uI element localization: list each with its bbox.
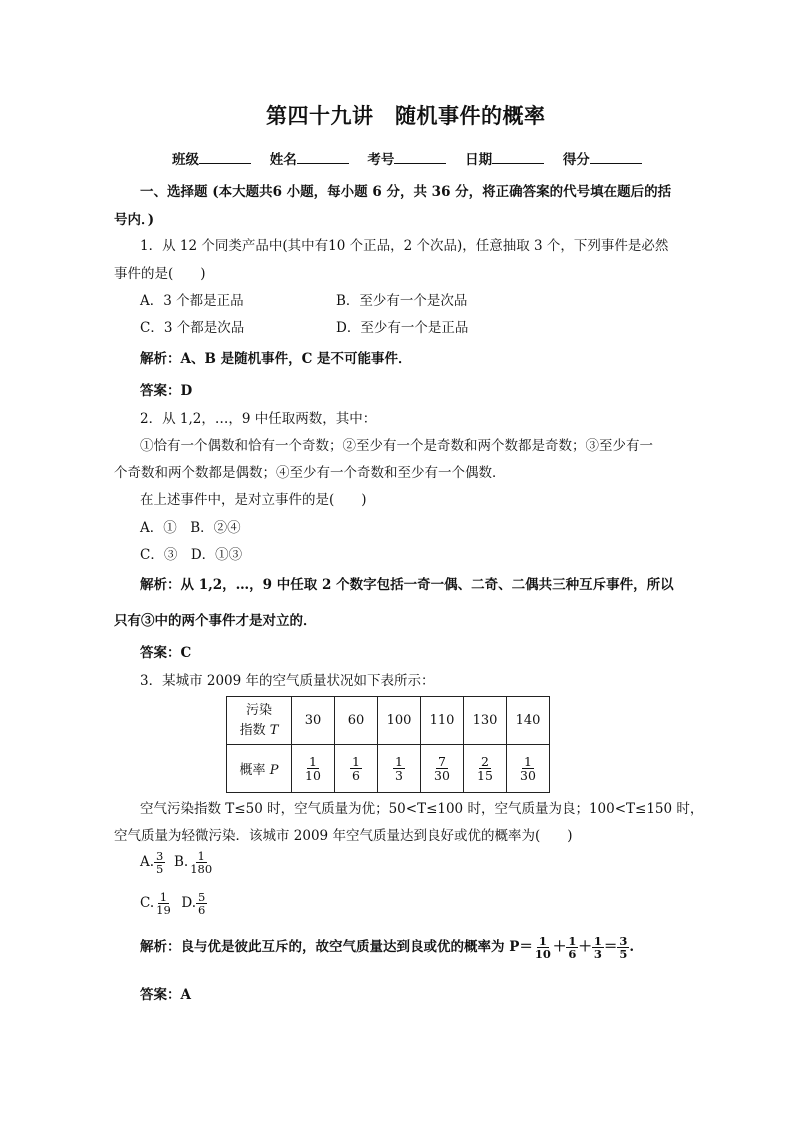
analysis-fraction: $\frac{1}{6}$ bbox=[568, 934, 577, 962]
analysis-fraction: $\frac{1}{3}$ bbox=[593, 934, 602, 962]
q1-option-c: C．3 个都是次品 bbox=[140, 320, 245, 336]
section-header-line1: 一、选择题 (本大题共6 小题，每小题 6 分，共 36 分，将正确答案的代号填在题后的括 bbox=[140, 184, 672, 200]
table-cell-t: 100 bbox=[378, 697, 421, 745]
q3-stem: 3．某城市 2009 年的空气质量状况如下表所示： bbox=[140, 673, 435, 689]
table-header-cell-probability: 概率 P bbox=[227, 745, 292, 793]
q2-line2: 个奇数和两个数都是偶数；④至少有一个奇数和至少有一个偶数． bbox=[114, 465, 506, 481]
q3-option-a: A. $\frac{3}{5}$ bbox=[140, 849, 164, 877]
table-cell-p: $\frac{1}{6}$ bbox=[335, 745, 378, 793]
table-cell-p: $\frac{2}{15}$ bbox=[464, 745, 507, 793]
table-row-index bbox=[227, 697, 550, 745]
q3-option-c: C. $\frac{1}{19}$ bbox=[140, 890, 171, 918]
field-date-label: 日期 bbox=[465, 152, 493, 168]
table-cell-p: $\frac{1}{30}$ bbox=[507, 745, 550, 793]
field-class-label: 班级 bbox=[172, 152, 199, 168]
table-row-probability bbox=[227, 745, 550, 793]
air-quality-table bbox=[226, 696, 550, 793]
table-header-label-1: 污染 bbox=[245, 703, 272, 718]
field-date-blank bbox=[492, 151, 544, 164]
table-cell-p: $\frac{1}{10}$ bbox=[292, 745, 335, 793]
table-cell-t: 130 bbox=[464, 697, 507, 745]
field-class-blank bbox=[199, 151, 251, 164]
q3-options-cd bbox=[140, 891, 207, 916]
q3-text-line2: 空气质量为轻微污染．该城市 2009 年空气质量达到良好或优的概率为( ) bbox=[114, 828, 573, 844]
q2-options-cd: C．③ D．①③ bbox=[140, 547, 243, 563]
q2-analysis-line1: 解析：从 1,2，…，9 中任取 2 个数字包括一奇一偶、二奇、二偶共三种互斥事件，所以 bbox=[140, 577, 674, 593]
q3-option-b: B. $\frac{1}{180}$ bbox=[173, 849, 213, 877]
field-name-label: 姓名 bbox=[269, 152, 297, 168]
q3-analysis-text: 解析：良与优是彼此互斥的，故空气质量达到良或优的概率为 P＝ bbox=[140, 939, 533, 956]
q1-stem-line1: 1．从 12 个同类产品中(其中有10 个正品，2 个次品)，任意抽取 3 个，下列事件是必然 bbox=[140, 238, 669, 254]
table-cell-t: 140 bbox=[507, 697, 550, 745]
q3-answer: 答案：A bbox=[140, 987, 191, 1003]
q2-analysis-line2: 只有③中的两个事件才是对立的． bbox=[114, 613, 317, 629]
field-exam-no-label: 考号 bbox=[367, 152, 395, 168]
student-info-line bbox=[172, 148, 656, 168]
q2-answer: 答案：C bbox=[140, 645, 192, 661]
q2-line1: ①恰有一个偶数和恰有一个奇数；②至少有一个是奇数和两个数都是奇数；③至少有一 bbox=[140, 438, 653, 454]
q1-answer: 答案：D bbox=[140, 383, 193, 399]
page-title: 第四十九讲 随机事件的概率 bbox=[266, 103, 546, 128]
q3-text-line1: 空气污染指数 T≤50 时，空气质量为优；50<T≤100 时，空气质量为良；100<T≤150 时， bbox=[140, 801, 704, 817]
analysis-fraction: $\frac{3}{5}$ bbox=[619, 934, 628, 962]
table-cell-t: 30 bbox=[292, 697, 335, 745]
table-header-cell-index bbox=[227, 697, 292, 745]
q2-options-ab: A．① B．②④ bbox=[140, 520, 241, 536]
q3-options-ab bbox=[140, 850, 214, 875]
analysis-fraction: $\frac{1}{10}$ bbox=[534, 934, 551, 962]
q3-analysis: 解析：良与优是彼此互斥的，故空气质量达到良或优的概率为 P＝ $\frac{1}{10}$ ＋ $\frac{1}{6}$ ＋ $\frac{1}{3}$ ＝ $\frac{3}{5}$ . bbox=[140, 934, 635, 962]
q1-analysis: 解析：A、B 是随机事件，C 是不可能事件． bbox=[140, 351, 412, 367]
section-header-line2: 号内．) bbox=[114, 212, 155, 228]
table-header-label-2: 指数 T bbox=[239, 722, 279, 738]
field-name-blank bbox=[297, 151, 349, 164]
field-exam-no-blank bbox=[394, 151, 446, 164]
q1-option-a: A．3 个都是正品 bbox=[140, 293, 244, 309]
table-cell-p: $\frac{1}{3}$ bbox=[378, 745, 421, 793]
field-score-blank bbox=[590, 151, 642, 164]
field-score-label: 得分 bbox=[562, 152, 590, 168]
q3-option-d: D. $\frac{5}{6}$ bbox=[181, 890, 206, 918]
table-cell-p: $\frac{7}{30}$ bbox=[421, 745, 464, 793]
q1-stem-line2: 事件的是( ) bbox=[114, 266, 206, 282]
table-cell-t: 60 bbox=[335, 697, 378, 745]
table-cell-t: 110 bbox=[421, 697, 464, 745]
q1-option-b: B．至少有一个是次品 bbox=[336, 293, 468, 309]
q2-line3: 在上述事件中，是对立事件的是( ) bbox=[140, 492, 367, 508]
q2-stem: 2．从 1,2，…，9 中任取两数，其中： bbox=[140, 411, 377, 427]
q1-option-d: D．至少有一个是正品 bbox=[336, 320, 469, 336]
